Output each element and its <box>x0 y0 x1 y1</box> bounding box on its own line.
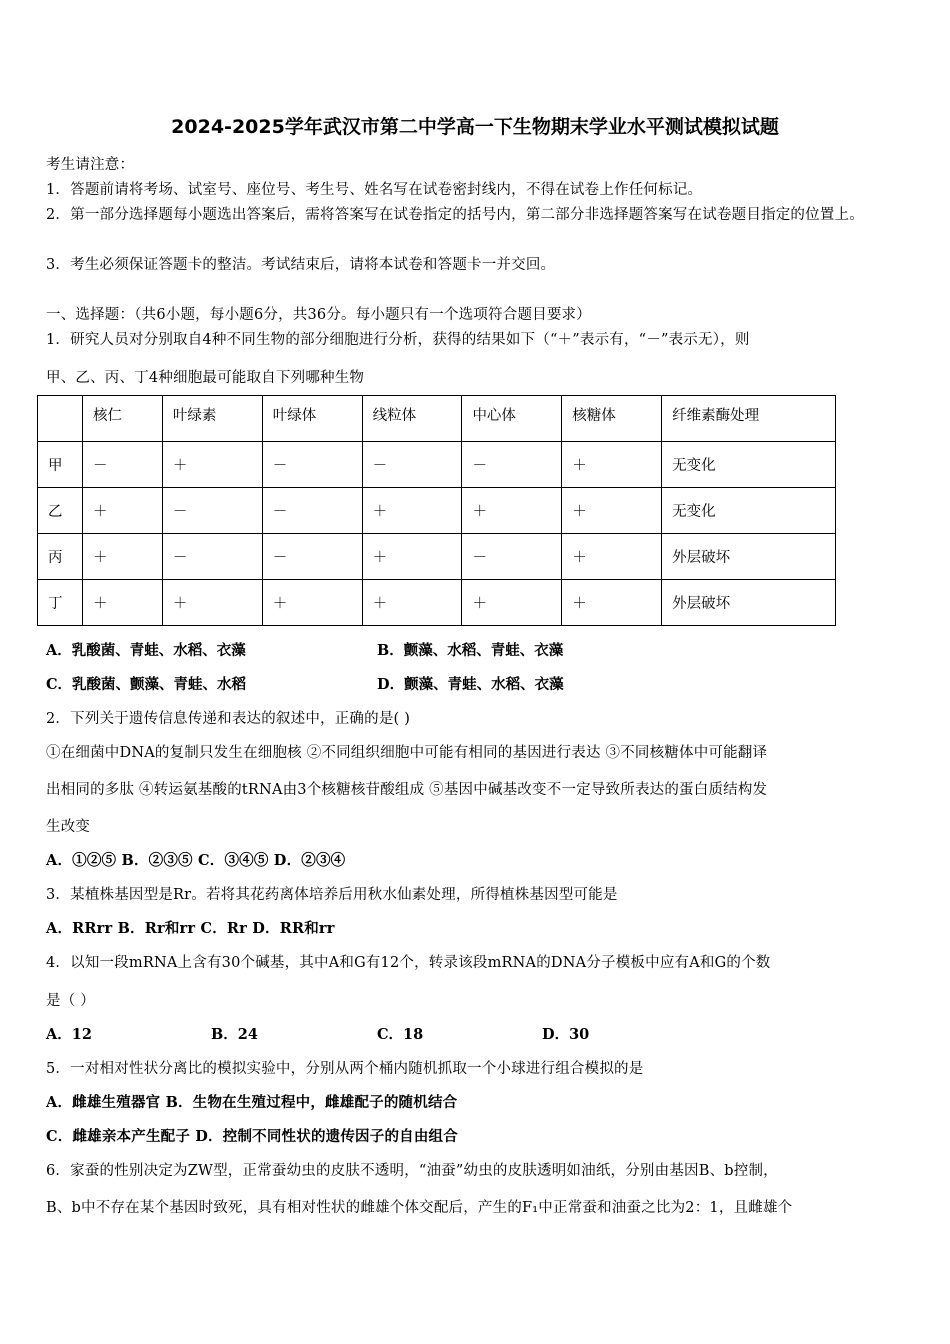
q4-line2: 是（ ） <box>46 993 95 1009</box>
table-row <box>38 488 836 534</box>
table-cell: ＋ <box>82 488 162 534</box>
q4-line1: 4．以知一段mRNA上含有30个碱基，其中A和G有12个，转录该段mRNA的DNA分子模板中应有A和G的个数 <box>46 955 771 971</box>
table-row <box>38 534 836 580</box>
table-header-cell: 核仁 <box>82 396 162 442</box>
page-title: 2024-2025学年武汉市第二中学高一下生物期末学业水平测试模拟试题 <box>171 116 779 138</box>
table-cell: － <box>462 442 562 488</box>
q1-option-c: C．乳酸菌、颤藻、青蛙、水稻 <box>46 676 247 693</box>
q1-option-a: A．乳酸菌、青蛙、水稻、衣藻 <box>46 642 246 659</box>
q5-options-line1: A．雌雄生殖器官 B．生物在生殖过程中，雌雄配子的随机结合 <box>46 1094 458 1111</box>
table-cell: － <box>362 442 462 488</box>
q1-option-b: B．颤藻、水稻、青蛙、衣藻 <box>377 642 564 659</box>
q3-stem: 3．某植株基因型是Rr。若将其花药离体培养后用秋水仙素处理，所得植株基因型可能是 <box>46 887 618 903</box>
table-cell: ＋ <box>562 442 662 488</box>
table-row <box>38 580 836 626</box>
q5-stem: 5．一对相对性状分离比的模拟实验中，分别从两个桶内随机抓取一个小球进行组合模拟的是 <box>46 1061 644 1077</box>
q4-option-b: B．24 <box>211 1026 258 1043</box>
table-cell: ＋ <box>362 534 462 580</box>
table-cell: ＋ <box>262 580 362 626</box>
table-cell: － <box>162 534 262 580</box>
q2-line3: 生改变 <box>46 819 91 835</box>
table-header-cell: 叶绿体 <box>262 396 362 442</box>
q1-stem-line2: 甲、乙、丙、丁4种细胞最可能取自下列哪种生物 <box>46 370 365 386</box>
table-header-cell <box>38 396 83 442</box>
table-cell: ＋ <box>362 488 462 534</box>
table-cell: － <box>462 534 562 580</box>
table-cell: － <box>82 442 162 488</box>
table-cell: － <box>262 442 362 488</box>
q1-option-d: D．颤藻、青蛙、水稻、衣藻 <box>377 676 564 693</box>
section-heading: 一、选择题：（共6小题，每小题6分，共36分。每小题只有一个选项符合题目要求） <box>46 307 591 323</box>
q2-options: A．①②⑤ B．②③⑤ C．③④⑤ D．②③④ <box>46 852 346 869</box>
table-cell: ＋ <box>362 580 462 626</box>
table-cell: ＋ <box>562 488 662 534</box>
q4-option-d: D．30 <box>542 1026 590 1043</box>
notice-heading: 考生请注意： <box>46 157 135 173</box>
q6-line1: 6．家蚕的性别决定为ZW型，正常蚕幼虫的皮肤不透明，“油蚕”幼虫的皮肤透明如油纸，分别由基因B、b控制， <box>46 1163 778 1179</box>
table-header-cell: 叶绿素 <box>162 396 262 442</box>
table-cell: ＋ <box>462 488 562 534</box>
table-cell: － <box>162 488 262 534</box>
table-cell: 无变化 <box>662 488 836 534</box>
table-cell: ＋ <box>562 534 662 580</box>
table-cell: 甲 <box>38 442 83 488</box>
q1-table <box>37 395 836 626</box>
table-cell: 乙 <box>38 488 83 534</box>
table-cell: ＋ <box>462 580 562 626</box>
q4-option-c: C．18 <box>377 1026 424 1043</box>
table-cell: ＋ <box>82 534 162 580</box>
notice-item-3: 3．考生必须保证答题卡的整洁。考试结束后，请将本试卷和答题卡一并交回。 <box>46 257 556 273</box>
table-cell: － <box>262 534 362 580</box>
q6-line2: B、b中不存在某个基因时致死，具有相对性状的雌雄个体交配后，产生的F₁中正常蚕和油蚕之比为2：1，且雌雄个 <box>46 1200 793 1216</box>
table-row <box>38 442 836 488</box>
table-cell: 外层破坏 <box>662 580 836 626</box>
table-cell: 外层破坏 <box>662 534 836 580</box>
table-cell: － <box>262 488 362 534</box>
q2-line1: ①在细菌中DNA的复制只发生在细胞核 ②不同组织细胞中可能有相同的基因进行表达 ③不同核糖体中可能翻译 <box>46 745 768 761</box>
table-cell: 丙 <box>38 534 83 580</box>
q2-stem: 2．下列关于遗传信息传递和表达的叙述中，正确的是( ) <box>46 711 411 727</box>
table-cell: ＋ <box>562 580 662 626</box>
table-cell: ＋ <box>162 442 262 488</box>
table-header-cell: 线粒体 <box>362 396 462 442</box>
q2-line2: 出相同的多肽 ④转运氨基酸的tRNA由3个核糖核苷酸组成 ⑤基因中碱基改变不一定导致所表达的蛋白质结构发 <box>46 782 768 798</box>
table-header-cell: 核糖体 <box>562 396 662 442</box>
table-header-cell: 纤维素酶处理 <box>662 396 836 442</box>
q1-stem-line1: 1．研究人员对分别取自4种不同生物的部分细胞进行分析，获得的结果如下（“＋”表示有，“－”表示无），则 <box>46 332 750 348</box>
notice-item-2: 2．第一部分选择题每小题选出答案后，需将答案写在试卷指定的括号内，第二部分非选择题答案写在试卷题目指定的位置上。 <box>46 207 864 223</box>
table-cell: ＋ <box>82 580 162 626</box>
q3-options: A．RRrr B．Rr和rr C．Rr D．RR和rr <box>46 920 335 937</box>
table-cell: ＋ <box>162 580 262 626</box>
q5-options-line2: C．雌雄亲本产生配子 D．控制不同性状的遗传因子的自由组合 <box>46 1128 458 1145</box>
table-header-cell: 中心体 <box>462 396 562 442</box>
notice-item-1: 1．答题前请将考场、试室号、座位号、考生号、姓名写在试卷密封线内，不得在试卷上作任何标记。 <box>46 182 703 198</box>
table-cell: 丁 <box>38 580 83 626</box>
q4-option-a: A．12 <box>46 1026 92 1043</box>
table-header-row <box>38 396 836 442</box>
table-cell: 无变化 <box>662 442 836 488</box>
